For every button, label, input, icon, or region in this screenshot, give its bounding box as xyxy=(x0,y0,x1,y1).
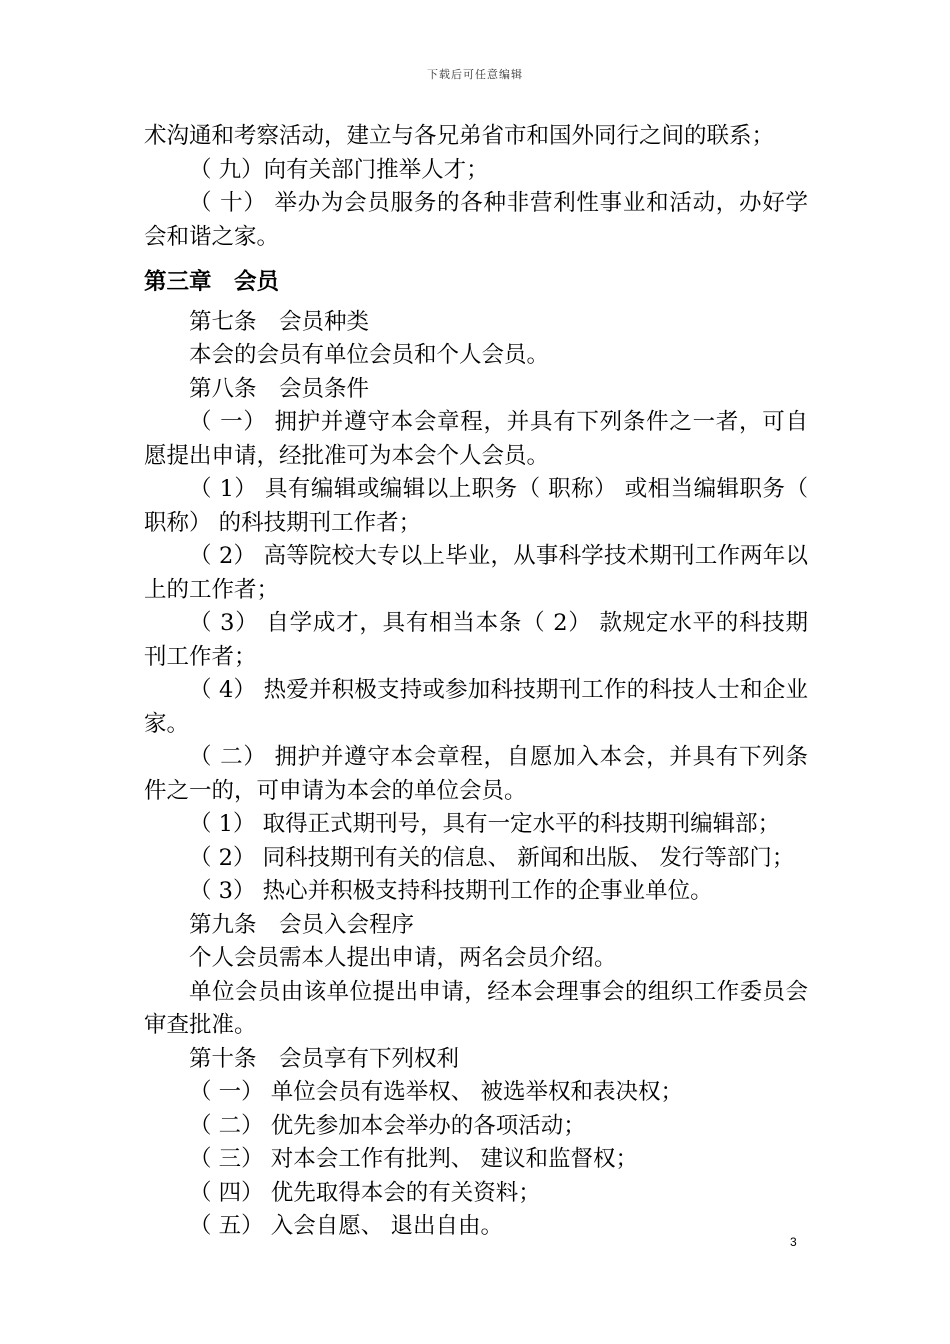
paragraph: （ 九）向有关部门推举人才； xyxy=(189,156,489,183)
paragraph: （ 四） 优先取得本会的有关资料； xyxy=(189,1179,541,1206)
paragraph: （ 三） 对本会工作有批判、 建议和监督权； xyxy=(189,1146,638,1172)
paragraph: （ 二） 拥护并遵守本会章程，自愿加入本会，并具有下列条件之一的，可申请为本会的单位会员。 xyxy=(144,744,808,804)
article-title: 第七条 会员种类 xyxy=(189,308,370,335)
paragraph: （ 二） 优先参加本会举办的各项活动； xyxy=(189,1112,586,1139)
article-title: 第九条 会员入会程序 xyxy=(189,911,415,938)
paragraph: （ 十） 举办为会员服务的各种非营利性事业和活动，办好学会和谐之家。 xyxy=(144,190,808,250)
article-title: 第八条 会员条件 xyxy=(189,375,370,402)
paragraph: （ 3） 热心并积极支持科技期刊工作的企事业单位。 xyxy=(189,878,713,904)
article-title: 第十条 会员享有下列权利 xyxy=(189,1045,460,1072)
paragraph: （ 一） 拥护并遵守本会章程，并具有下列条件之一者，可自愿提出申请，经批准可为本会个人会员。 xyxy=(144,409,808,469)
header-watermark: 下载后可任意编辑 xyxy=(427,68,523,81)
document-body xyxy=(144,120,816,1244)
paragraph: （ 3） 自学成才，具有相当本条（ 2） 款规定水平的科技期刊工作者； xyxy=(144,610,808,670)
paragraph: 本会的会员有单位会员和个人会员。 xyxy=(189,342,550,368)
paragraph: （ 一） 单位会员有选举权、 被选举权和表决权； xyxy=(189,1079,683,1105)
paragraph: （ 五） 入会自愿、 退出自由。 xyxy=(189,1213,503,1239)
paragraph: （ 2） 高等院校大专以上毕业，从事科学技术期刊工作两年以上的工作者； xyxy=(144,543,808,603)
paragraph: （ 1） 具有编辑或编辑以上职务（ 职称） 或相当编辑职务（ 职称） 的科技期刊工作者； xyxy=(144,476,816,536)
paragraph: （ 4） 热爱并积极支持或参加科技期刊工作的科技人士和企业家。 xyxy=(144,677,808,737)
paragraph: （ 2） 同科技期刊有关的信息、 新闻和出版、 发行等部门； xyxy=(189,844,795,871)
page-number: 3 xyxy=(790,1235,797,1249)
paragraph: （ 1） 取得正式期刊号，具有一定水平的科技期刊编辑部； xyxy=(189,811,781,837)
paragraph: 术沟通和考察活动，建立与各兄弟省市和国外同行之间的联系； xyxy=(144,123,775,149)
chapter-heading: 第三章 会员 xyxy=(144,269,280,295)
paragraph: 个人会员需本人提出申请，两名会员介绍。 xyxy=(189,945,617,971)
paragraph: 单位会员由该单位提出申请，经本会理事会的组织工作委员会审查批准。 xyxy=(144,978,808,1038)
